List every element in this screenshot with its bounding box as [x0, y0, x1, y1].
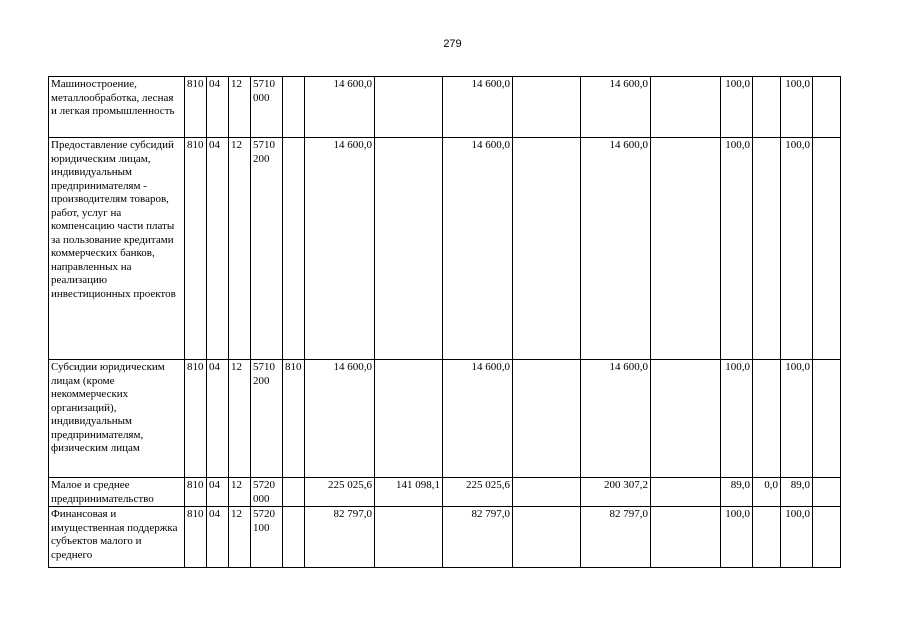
cell-amount-1: 14 600,0 [305, 77, 375, 138]
cell-amount-1: 14 600,0 [305, 360, 375, 478]
cell-amount-6 [651, 507, 721, 568]
cell-amount-5: 14 600,0 [581, 360, 651, 478]
cell-amount-6 [651, 77, 721, 138]
cell-percent-2 [753, 360, 781, 478]
cell-subsection-code: 12 [229, 77, 251, 138]
cell-amount-1: 14 600,0 [305, 138, 375, 360]
cell-expense-type-code [283, 138, 305, 360]
cell-amount-3: 14 600,0 [443, 138, 513, 360]
cell-ministry-code: 810 [185, 478, 207, 507]
cell-percent-1: 100,0 [721, 77, 753, 138]
cell-amount-3: 225 025,6 [443, 478, 513, 507]
cell-name: Финансовая и имущественная поддержка субъектов малого и среднего [49, 507, 185, 568]
cell-percent-4 [813, 138, 841, 360]
cell-name: Малое и среднее предпринимательство [49, 478, 185, 507]
cell-subsection-code: 12 [229, 360, 251, 478]
cell-amount-5: 82 797,0 [581, 507, 651, 568]
cell-section-code: 04 [207, 478, 229, 507]
cell-article-code: 5720 000 [251, 478, 283, 507]
cell-section-code: 04 [207, 138, 229, 360]
cell-amount-2: 141 098,1 [375, 478, 443, 507]
cell-amount-4 [513, 77, 581, 138]
cell-percent-4 [813, 360, 841, 478]
cell-amount-4 [513, 138, 581, 360]
cell-section-code: 04 [207, 77, 229, 138]
table-row [49, 507, 841, 568]
cell-amount-6 [651, 138, 721, 360]
cell-percent-2: 0,0 [753, 478, 781, 507]
cell-expense-type-code: 810 [283, 360, 305, 478]
cell-percent-2 [753, 77, 781, 138]
cell-subsection-code: 12 [229, 478, 251, 507]
page-number: 279 [443, 38, 462, 50]
table-body [49, 77, 841, 568]
table-row [49, 77, 841, 138]
cell-amount-2 [375, 138, 443, 360]
cell-section-code: 04 [207, 507, 229, 568]
cell-percent-3: 100,0 [781, 77, 813, 138]
cell-ministry-code: 810 [185, 360, 207, 478]
table-row [49, 360, 841, 478]
cell-amount-5: 200 307,2 [581, 478, 651, 507]
cell-percent-4 [813, 77, 841, 138]
cell-article-code: 5710 200 [251, 360, 283, 478]
cell-percent-1: 100,0 [721, 507, 753, 568]
cell-amount-1: 82 797,0 [305, 507, 375, 568]
cell-amount-2 [375, 507, 443, 568]
cell-name: Предоставление субсидий юридическим лицам, индивидуальным предпринимателям - производителям товаров, работ, услуг на компенсацию части платы за пользование кредитами коммерческих банков, направленных на реализацию инвестиционных проектов [49, 138, 185, 360]
cell-amount-6 [651, 478, 721, 507]
cell-amount-4 [513, 478, 581, 507]
cell-percent-1: 100,0 [721, 360, 753, 478]
cell-expense-type-code [283, 478, 305, 507]
cell-article-code: 5710 000 [251, 77, 283, 138]
cell-percent-4 [813, 507, 841, 568]
cell-percent-3: 100,0 [781, 507, 813, 568]
cell-amount-5: 14 600,0 [581, 77, 651, 138]
cell-amount-1: 225 025,6 [305, 478, 375, 507]
cell-subsection-code: 12 [229, 138, 251, 360]
cell-percent-3: 100,0 [781, 138, 813, 360]
table-row [49, 478, 841, 507]
cell-percent-2 [753, 507, 781, 568]
cell-percent-1: 89,0 [721, 478, 753, 507]
cell-percent-4 [813, 478, 841, 507]
cell-amount-2 [375, 360, 443, 478]
cell-amount-3: 82 797,0 [443, 507, 513, 568]
cell-amount-3: 14 600,0 [443, 360, 513, 478]
cell-ministry-code: 810 [185, 138, 207, 360]
cell-percent-2 [753, 138, 781, 360]
cell-amount-4 [513, 507, 581, 568]
cell-amount-4 [513, 360, 581, 478]
cell-amount-2 [375, 77, 443, 138]
cell-article-code: 5710 200 [251, 138, 283, 360]
budget-table [48, 76, 841, 568]
cell-subsection-code: 12 [229, 507, 251, 568]
cell-article-code: 5720 100 [251, 507, 283, 568]
cell-amount-6 [651, 360, 721, 478]
cell-section-code: 04 [207, 360, 229, 478]
cell-percent-3: 89,0 [781, 478, 813, 507]
cell-ministry-code: 810 [185, 507, 207, 568]
cell-ministry-code: 810 [185, 77, 207, 138]
cell-percent-3: 100,0 [781, 360, 813, 478]
cell-amount-3: 14 600,0 [443, 77, 513, 138]
cell-expense-type-code [283, 77, 305, 138]
cell-expense-type-code [283, 507, 305, 568]
cell-percent-1: 100,0 [721, 138, 753, 360]
table-row [49, 138, 841, 360]
cell-name: Субсидии юридическим лицам (кроме некоммерческих организаций), индивидуальным предпринимателям, физическим лицам [49, 360, 185, 478]
cell-amount-5: 14 600,0 [581, 138, 651, 360]
cell-name: Машиностроение, металлообработка, лесная и легкая промышленность [49, 77, 185, 138]
